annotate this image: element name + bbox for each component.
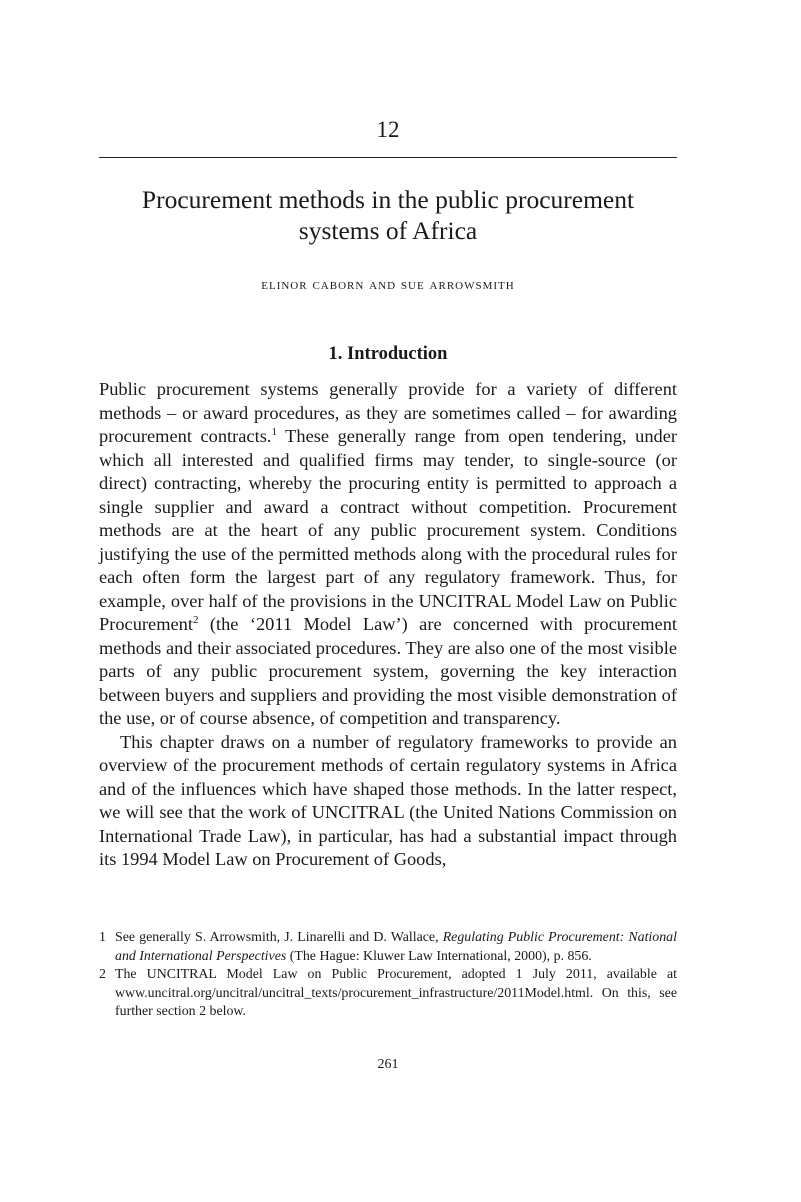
footnote-1-text-before: See generally S. Arrowsmith, J. Linarelli and D. Wallace, (115, 930, 443, 945)
header-rule (99, 157, 677, 158)
footnote-1 (99, 929, 677, 966)
chapter-title-line-1: Procurement methods in the public procurement (141, 185, 635, 214)
footnote-ref-1[interactable]: 1 (271, 425, 277, 438)
chapter-number: 12 (376, 117, 400, 142)
paragraph-1-part-2: These generally range from open tendering, under which all interested and qualified firms may tender, to single-source (or direct) contracting, whereby the procuring entity is permitted to approach a single supplier and award a contract without competition. Procurement methods are at the heart of any public procurement system. Conditions justifying the use of the permitted methods along with the procedural rules for each often form the largest part of any regulatory framework. Thus, for example, over half of the provisions in the UNCITRAL Model Law on Public Procurement (99, 426, 677, 634)
footnote-text: The UNCITRAL Model Law on Public Procurement, adopted 1 July 2011, available at www.uncitral.org/uncitral/uncitral_texts/procurement_infrastructure/2011Model.html. On this, see further section 2 below. (115, 967, 677, 1020)
chapter-title (99, 184, 677, 246)
footnote-number: 2 (99, 967, 106, 983)
paragraph-1 (99, 378, 677, 731)
chapter-authors: elinor caborn and sue arrowsmith (261, 276, 515, 293)
footnote-1-cited-title: Regulating Public Procurement: National and International Perspectives (115, 930, 677, 964)
body-text (99, 378, 677, 872)
paragraph-1-part-3: (the ‘2011 Model Law’) are concerned with procurement methods and their associated procedures. They are also one of the most visible parts of any public procurement system, governing the key interaction between buyers and suppliers and providing the most visible demonstration of the use, or of course absence, of competition and transparency. (99, 614, 677, 728)
footnote-1-text-after: (The Hague: Kluwer Law International, 2000), p. 856. (286, 948, 592, 964)
section-heading: 1. Introduction (328, 344, 448, 364)
footnotes (99, 929, 677, 1022)
chapter-title-line-2: systems of Africa (298, 216, 478, 245)
footnote-number: 1 (99, 930, 106, 945)
page-number: 261 (377, 1057, 399, 1072)
footnote-ref-2[interactable]: 2 (192, 613, 199, 626)
footnote-text (115, 929, 677, 966)
paragraph-1-part-1: Public procurement systems generally provide for a variety of different methods – or award procedures, as they are sometimes called – for awarding procurement contracts. (99, 379, 677, 446)
footnote-2 (99, 966, 677, 1022)
paragraph-2: This chapter draws on a number of regulatory frameworks to provide an overview of the procurement methods of certain regulatory systems in Africa and of the influences which have shaped those methods. In the latter respect, we will see that the work of UNCITRAL (the United Nations Commission on International Trade Law), in particular, has had a substantial impact through its 1994 Model Law on Procurement of Goods, (99, 731, 677, 869)
